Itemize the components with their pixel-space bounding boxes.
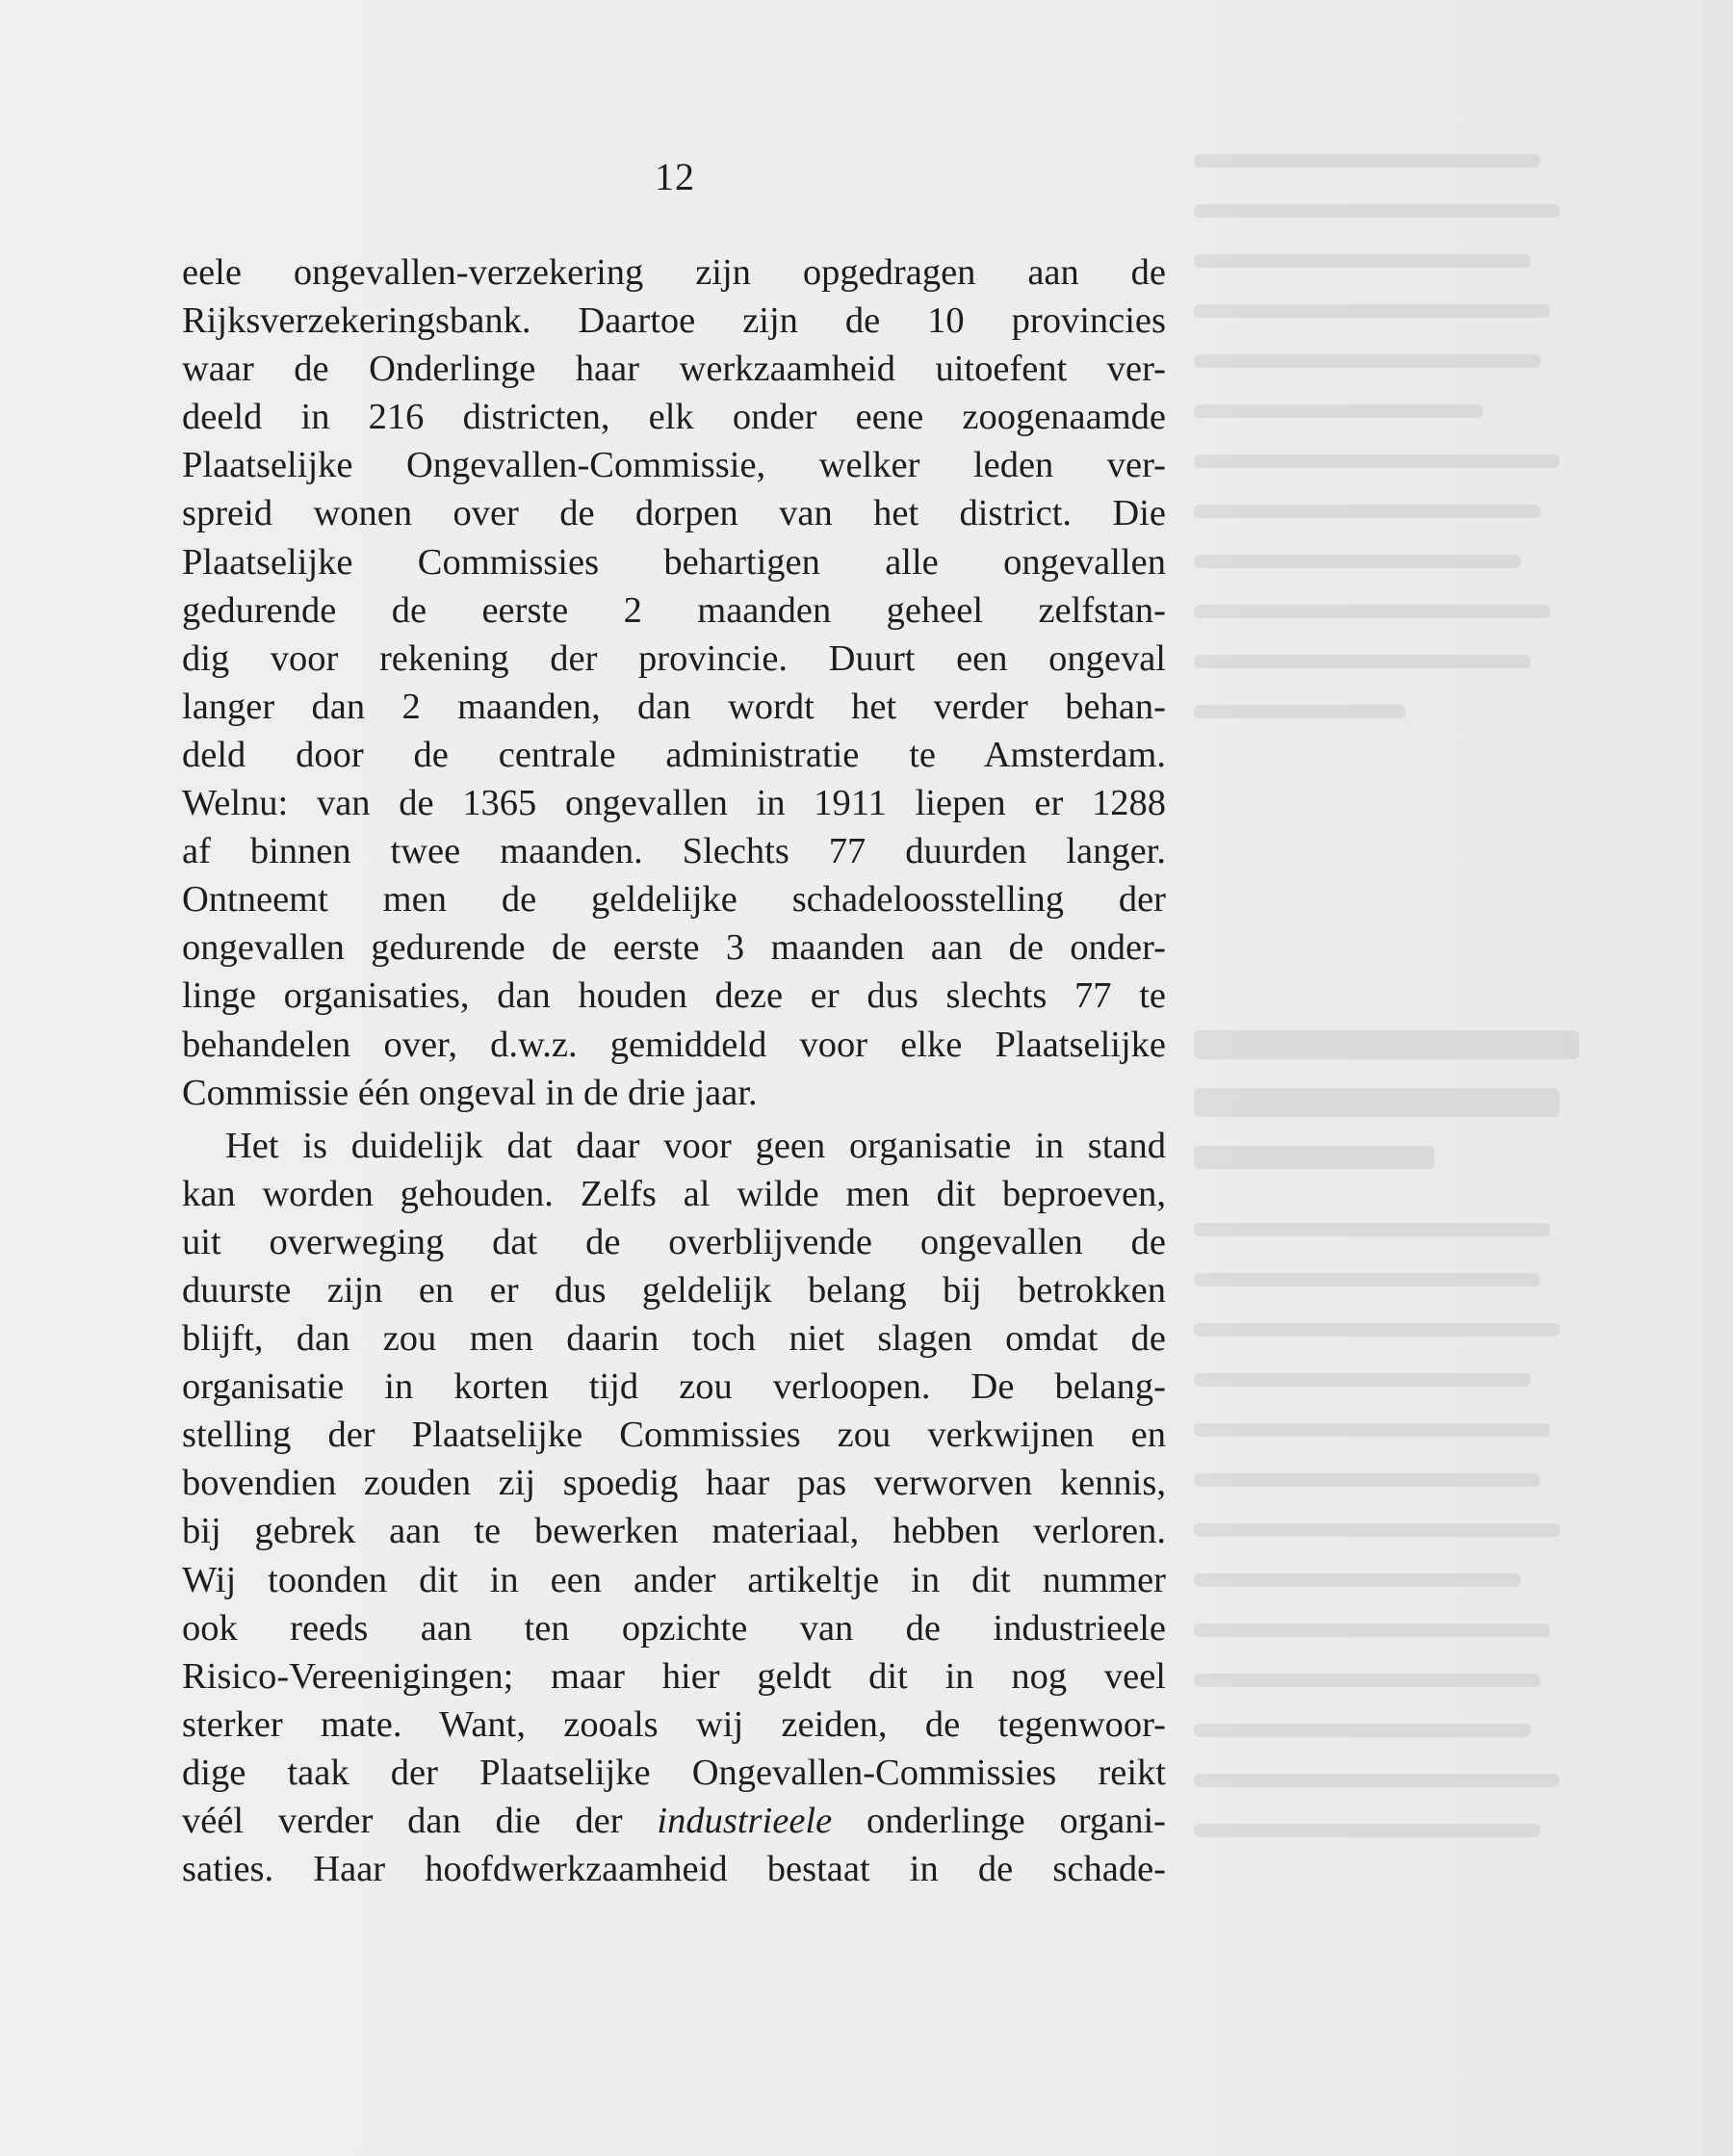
- text-line: deeld in 216 districten, elk onder eene zoogenaamde: [182, 397, 1166, 438]
- text-line: spreid wonen over de dorpen van het district. Die: [182, 493, 1166, 534]
- italic-word: industrieele: [657, 1801, 833, 1841]
- text-line: stelling der Plaatselijke Commissies zou verkwijnen en: [182, 1415, 1166, 1456]
- text-line: blijft, dan zou men daarin toch niet slagen omdat de: [182, 1318, 1166, 1360]
- bleed-through-text: [1155, 144, 1733, 1974]
- text-line: Ontneemt men de geldelijke schadeloosstelling der: [182, 879, 1166, 921]
- text-line: Plaatselijke Commissies behartigen alle ongevallen: [182, 541, 1166, 583]
- text-line: Rijksverzekeringsbank. Daartoe zijn de 10 provincies: [182, 300, 1166, 342]
- text-line: bovendien zouden zij spoedig haar pas verworven kennis,: [182, 1463, 1166, 1504]
- text-line: organisatie in korten tijd zou verloopen. De belang-: [182, 1366, 1166, 1408]
- text-line: waar de Onderlinge haar werkzaamheid uitoefent ver-: [182, 349, 1166, 390]
- text-line: behandelen over, d.w.z. gemiddeld voor elke Plaatselijke: [182, 1024, 1166, 1065]
- text-line: kan worden gehouden. Zelfs al wilde men dit beproeven,: [182, 1173, 1166, 1214]
- text-line: Plaatselijke Ongevallen-Commissie, welker leden ver-: [182, 445, 1166, 486]
- text-line: af binnen twee maanden. Slechts 77 duurden langer.: [182, 831, 1166, 872]
- text-line: deld door de centrale administratie te Amsterdam.: [182, 734, 1166, 775]
- text-line: ongevallen gedurende de eerste 3 maanden aan de onder-: [182, 927, 1166, 969]
- text-line: sterker mate. Want, zooals wij zeiden, de tegenwoor-: [182, 1703, 1166, 1745]
- text-line: eele ongevallen-verzekering zijn opgedragen aan de: [182, 252, 1166, 293]
- line-text-after: onderlinge organi-: [866, 1801, 1167, 1841]
- text-line: Welnu: van de 1365 ongevallen in 1911 liepen er 1288: [182, 783, 1166, 824]
- paragraph-start-line: Het is duidelijk dat daar voor geen organisatie in stand: [225, 1125, 1166, 1166]
- body-text: [182, 248, 1166, 1893]
- text-line: bij gebrek aan te bewerken materiaal, hebben verloren.: [182, 1511, 1166, 1552]
- page-number: 12: [655, 155, 695, 198]
- text-line: dig voor rekening der provincie. Duurt een ongeval: [182, 637, 1166, 679]
- paragraph-end-line: Commissie één ongeval in de drie jaar.: [182, 1072, 758, 1113]
- text-line: dige taak der Plaatselijke Ongevallen-Commissies reikt: [182, 1752, 1166, 1793]
- text-line: gedurende de eerste 2 maanden geheel zelfstan-: [182, 589, 1166, 631]
- text-line: Risico-Vereenigingen; maar hier geldt dit in nog veel: [182, 1655, 1166, 1697]
- text-line: uit overweging dat de overblijvende ongevallen de: [182, 1221, 1166, 1262]
- text-line-with-italic: [182, 1797, 1166, 1845]
- text-line: langer dan 2 maanden, dan wordt het verder behan-: [182, 686, 1166, 727]
- text-line-final: saties. Haar hoofdwerkzaamheid bestaat in de schade-: [182, 1849, 1166, 1890]
- text-line: linge organisaties, dan houden deze er dus slechts 77 te: [182, 975, 1166, 1017]
- text-line: ook reeds aan ten opzichte van de industrieele: [182, 1607, 1166, 1649]
- text-line: Wij toonden dit in een ander artikeltje in dit nummer: [182, 1559, 1166, 1600]
- line-text-before: véél verder dan die der: [182, 1801, 623, 1841]
- text-line: duurste zijn en er dus geldelijk belang bij betrokken: [182, 1269, 1166, 1311]
